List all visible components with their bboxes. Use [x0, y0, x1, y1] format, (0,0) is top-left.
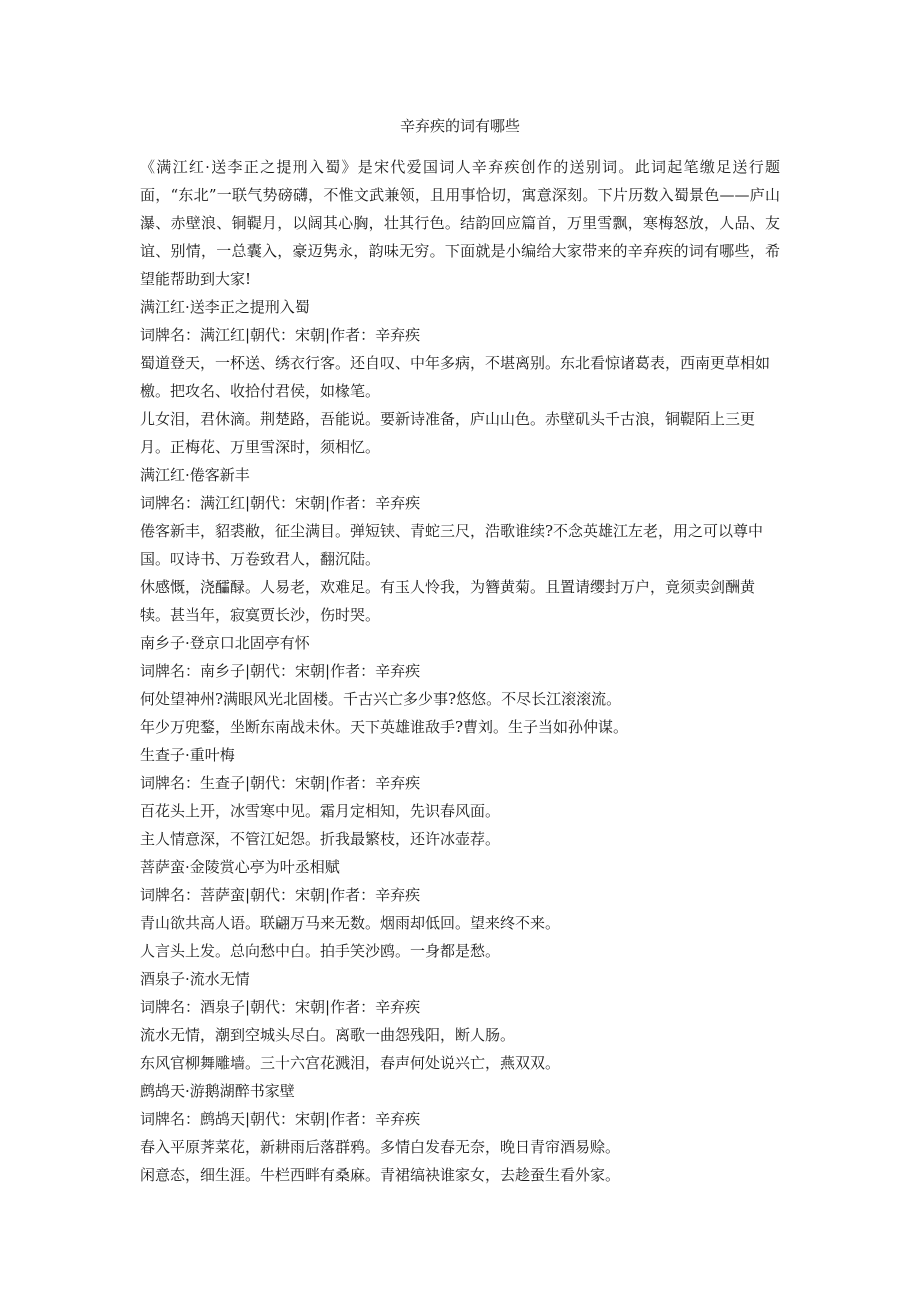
poem-stanza: 蜀道登天，一杯送、绣衣行客。还自叹、中年多病，不堪离别。东北看惊诸葛表，西南更草相如檄。把攻名、收拾付君侯，如椽笔。 [140, 354, 771, 400]
poem-section [140, 1077, 780, 1189]
poem-meta: 词牌名：南乡子|朝代：宋朝|作者：辛弃疾 [140, 662, 421, 680]
poem-title: 鹧鸪天·游鹅湖醉书家壁 [140, 1082, 295, 1100]
poem-title: 满江红·送李正之提刑入蜀 [140, 298, 310, 316]
poem-stanza: 年少万兜鍪，坐断东南战未休。天下英雄谁敌手?曹刘。生子当如孙仲谋。 [140, 718, 629, 736]
poem-stanza: 闲意态，细生涯。牛栏西畔有桑麻。青裙缟袂谁家女，去趁蚕生看外家。 [140, 1166, 621, 1184]
poem-section [140, 741, 780, 853]
poem-stanza: 主人情意深，不管江妃怨。折我最繁枝，还许冰壶荐。 [140, 830, 501, 848]
poem-meta: 词牌名：鹧鸪天|朝代：宋朝|作者：辛弃疾 [140, 1110, 421, 1128]
intro-paragraph: 《满江红·送李正之提刑入蜀》是宋代爱国词人辛弃疾创作的送别词。此词起笔缴足送行题面，“东北”一联气势磅礴，不惟文武兼领，且用事恰切，寓意深刻。下片历数入蜀景色——庐山瀑、赤壁浪、铜鞮月，以阔其心胸，壮其行色。结韵回应篇首，万里雪飘，寒梅怒放，人品、友谊、别情，一总囊入，豪迈隽永，韵味无穷。下面就是小编给大家带来的辛弃疾的词有哪些，希望能帮助到大家! [140, 158, 780, 288]
poem-stanza: 流水无情，潮到空城头尽白。离歌一曲怨残阳，断人肠。 [140, 1026, 516, 1044]
poem-stanza: 休感慨，浇醽醁。人易老，欢难足。有玉人怜我，为簪黄菊。且置请缨封万户，竟须卖剑酬黄犊。甚当年，寂寞贾长沙，伤时哭。 [140, 578, 756, 624]
poem-section [140, 461, 780, 629]
poem-section [140, 853, 780, 965]
poem-stanza: 春入平原荠菜花，新耕雨后落群鸦。多情白发春无奈，晚日青帘酒易赊。 [140, 1138, 621, 1156]
poem-stanza: 百花头上开，冰雪寒中见。霜月定相知，先识春风面。 [140, 802, 501, 820]
poem-section [140, 629, 780, 741]
poem-meta: 词牌名：菩萨蛮|朝代：宋朝|作者：辛弃疾 [140, 886, 421, 904]
poem-title: 菩萨蛮·金陵赏心亭为叶丞相赋 [140, 858, 340, 876]
document-body [140, 153, 780, 1189]
poem-stanza: 东风官柳舞雕墙。三十六宫花溅泪，春声何处说兴亡，燕双双。 [140, 1054, 561, 1072]
poem-meta: 词牌名：满江红|朝代：宋朝|作者：辛弃疾 [140, 326, 421, 344]
poem-stanza: 何处望神州?满眼风光北固楼。千古兴亡多少事?悠悠。不尽长江滚滚流。 [140, 690, 622, 708]
poem-stanza: 儿女泪，君休滴。荆楚路，吾能说。要新诗准备，庐山山色。赤壁矶头千古浪，铜鞮陌上三更月。正梅花、万里雪深时，须相忆。 [140, 410, 756, 456]
poem-title: 满江红·倦客新丰 [140, 466, 250, 484]
poem-title: 南乡子·登京口北固亭有怀 [140, 634, 310, 652]
poem-section [140, 293, 780, 461]
poem-stanza: 青山欲共高人语。联翩万马来无数。烟雨却低回。望来终不来。 [140, 914, 561, 932]
poem-title: 生查子·重叶梅 [140, 746, 235, 764]
poem-stanza: 人言头上发。总向愁中白。拍手笑沙鸥。一身都是愁。 [140, 942, 501, 960]
poem-section [140, 965, 780, 1077]
poem-meta: 词牌名：满江红|朝代：宋朝|作者：辛弃疾 [140, 494, 421, 512]
poem-stanza: 倦客新丰，貂裘敝，征尘满目。弹短铗、青蛇三尺，浩歌谁续?不念英雄江左老，用之可以尊中国。叹诗书、万卷致君人，翻沉陆。 [140, 522, 764, 568]
poem-meta: 词牌名：酒泉子|朝代：宋朝|作者：辛弃疾 [140, 998, 421, 1016]
poem-title: 酒泉子·流水无情 [140, 970, 250, 988]
poem-meta: 词牌名：生查子|朝代：宋朝|作者：辛弃疾 [140, 774, 421, 792]
document-title: 辛弃疾的词有哪些 [399, 117, 520, 135]
